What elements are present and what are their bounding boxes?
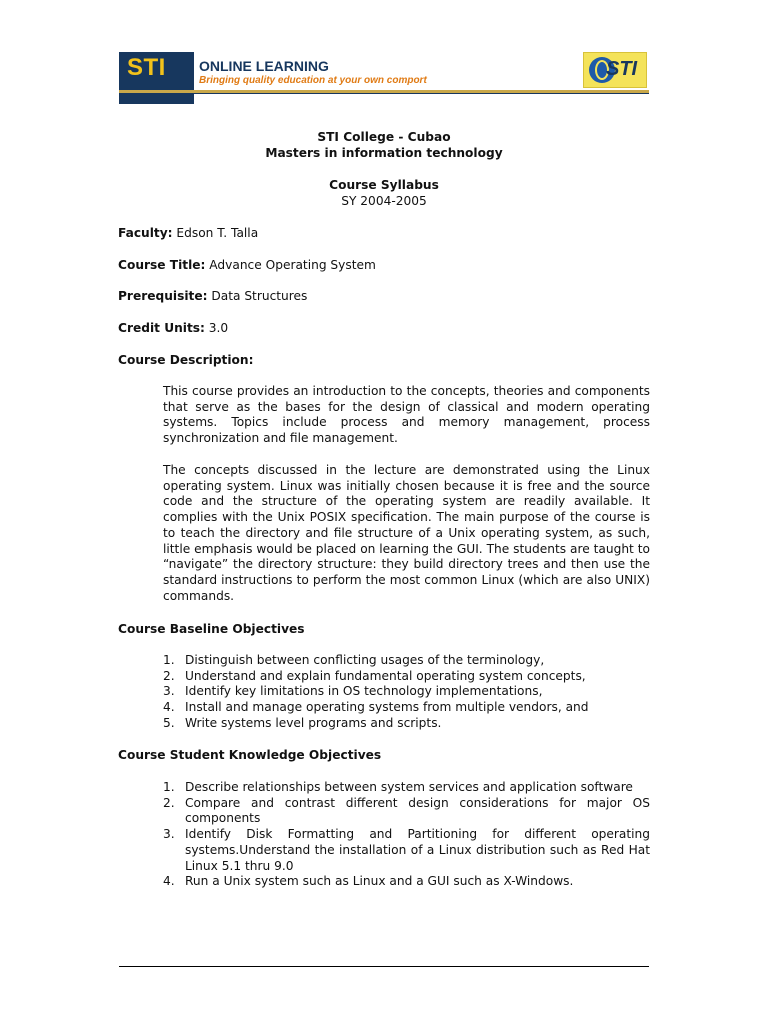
banner-text xyxy=(199,58,427,86)
baseline-objectives-list xyxy=(163,653,650,732)
list-item xyxy=(163,669,650,685)
list-item-text: Describe relationships between system services and application software xyxy=(185,780,633,794)
list-item-text: Install and manage operating systems from multiple vendors, and xyxy=(185,700,589,715)
sti-globe-logo xyxy=(583,52,647,88)
list-item-text: Distinguish between conflicting usages of the terminology, xyxy=(185,653,545,667)
footer-divider xyxy=(119,966,649,967)
list-item-text: Understand and explain fundamental operating system concepts, xyxy=(185,668,586,683)
prerequisite-value: Data Structures xyxy=(207,289,308,303)
sti-logo-text: STI xyxy=(127,54,166,81)
list-item xyxy=(163,684,650,700)
document-title: Course Syllabus xyxy=(329,178,439,192)
banner-divider-2 xyxy=(119,93,649,94)
faculty-label: Faculty: xyxy=(118,226,173,240)
faculty-line xyxy=(118,226,258,240)
list-item xyxy=(163,780,650,796)
course-title-value: Advance Operating System xyxy=(205,258,376,272)
faculty-value: Edson T. Talla xyxy=(172,226,259,240)
prerequisite-label: Prerequisite: xyxy=(118,289,208,303)
list-item-number: 4. xyxy=(163,700,175,715)
list-item-number: 1. xyxy=(163,780,175,794)
course-title-line xyxy=(118,258,376,272)
knowledge-objectives-heading: Course Student Knowledge Objectives xyxy=(118,748,382,762)
list-item-number: 5. xyxy=(163,715,175,730)
header-banner xyxy=(119,52,649,104)
banner-title: ONLINE LEARNING xyxy=(199,58,329,74)
list-item xyxy=(163,874,650,890)
knowledge-objectives-list xyxy=(163,780,650,890)
sti-logo-right-text: STI xyxy=(606,58,638,80)
description-paragraph-1: This course provides an introduction to the concepts, theories and components that serve as the bases for the design of classical and modern operating systems. Topics include process and memory management, process synchronization and file management. xyxy=(163,384,650,446)
credit-units-value: 3.0 xyxy=(204,321,229,335)
logo-block xyxy=(119,52,194,104)
list-item xyxy=(163,796,650,827)
list-item-number: 3. xyxy=(163,827,175,842)
list-item-text: Identify Disk Formatting and Partitioning for different operating systems.Understand the installation of a Linux distribution such as Red Hat Linux 5.1 thru 9.0 xyxy=(185,827,650,873)
credit-units-line xyxy=(118,321,228,335)
list-item-text: Run a Unix system such as Linux and a GUI such as X-Windows. xyxy=(185,874,574,889)
list-item xyxy=(163,716,650,732)
credit-units-label: Credit Units: xyxy=(118,321,205,335)
list-item-text: Identify key limitations in OS technology implementations, xyxy=(185,684,543,699)
school-name: STI College - Cubao xyxy=(317,130,451,144)
course-description-heading: Course Description: xyxy=(118,353,254,367)
description-paragraph-2: The concepts discussed in the lecture are demonstrated using the Linux operating system. Linux was initially chosen because it is free and the source code and the structure of the operating system are readily available. It complies with the Unix POSIX specification. The main purpose of the course is to teach the directory and file structure of a Unix operating system, as such, little emphasis would be placed on learning the GUI. The students are taught to “navigate” the directory structure: they build directory trees and then use the standard instructions to perform the most common Linux (which are also UNIX) commands. xyxy=(163,463,650,603)
list-item-number: 2. xyxy=(163,795,175,810)
list-item-number: 2. xyxy=(163,668,175,683)
course-title-label: Course Title: xyxy=(118,258,206,272)
list-item-text: Write systems level programs and scripts. xyxy=(185,715,442,730)
list-item-number: 3. xyxy=(163,684,175,699)
school-year: SY 2004-2005 xyxy=(341,194,427,208)
list-item xyxy=(163,653,650,669)
list-item xyxy=(163,827,650,874)
prerequisite-line xyxy=(118,289,307,303)
list-item-text: Compare and contrast different design considerations for major OS components xyxy=(185,795,650,826)
baseline-objectives-heading: Course Baseline Objectives xyxy=(118,622,305,636)
list-item xyxy=(163,700,650,716)
list-item-number: 1. xyxy=(163,653,175,667)
program-name: Masters in information technology xyxy=(265,146,503,160)
banner-tagline: Bringing quality education at your own comport xyxy=(199,75,427,86)
list-item-number: 4. xyxy=(163,874,175,889)
